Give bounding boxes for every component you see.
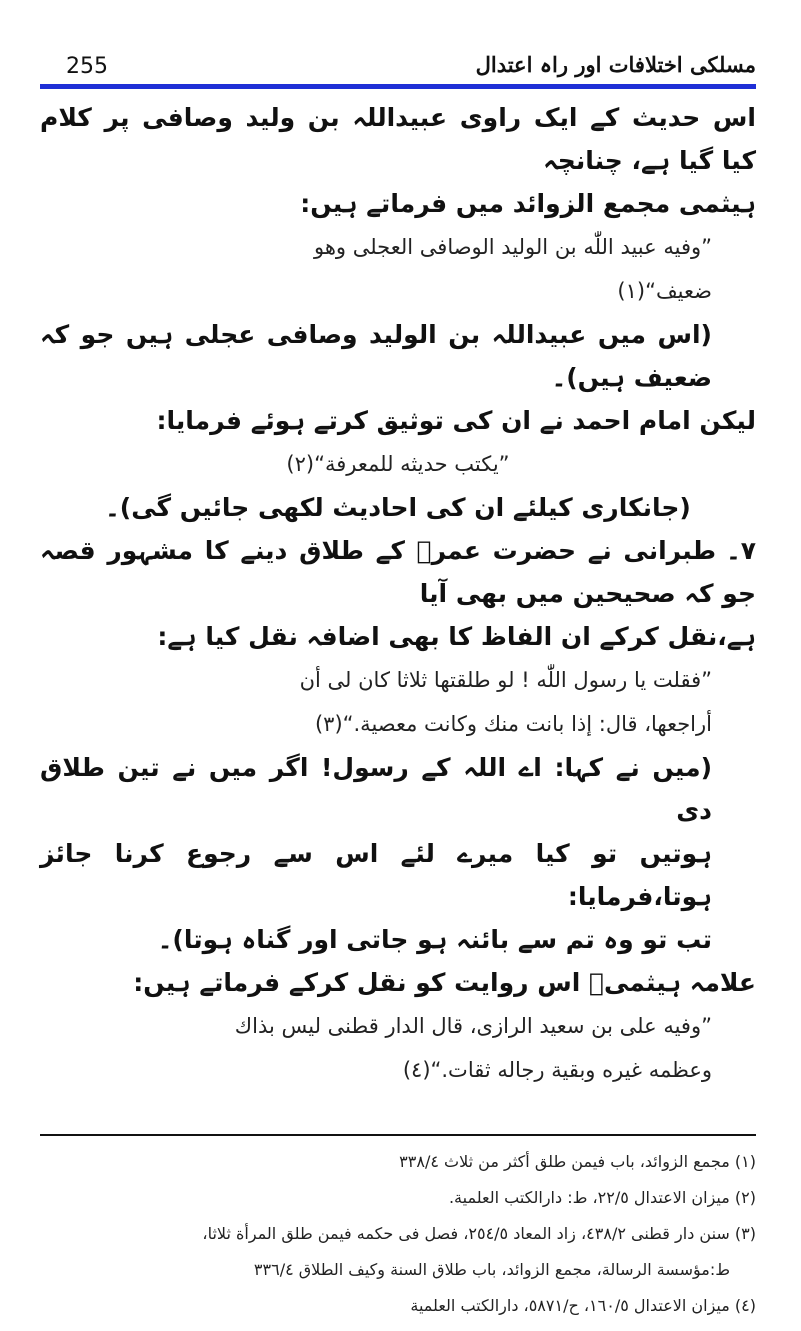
arabic-quote-1-line-2: ضعيف“(١) [617,279,712,303]
footnote-4: (٤) ميزان الاعتدال ١٦٠/٥، ح/٥٨٧١، دارالكتب العلمية [410,1296,756,1315]
arabic-quote-4-line-2: وعظمه غيره وبقية رجاله ثقات.“(٤) [402,1058,712,1082]
paragraph-1: اس حدیث کے ایک راوی عبیداللہ بن ولید وصافی پر کلام کیا گیا ہے، چنانچہ [40,103,756,175]
item-7-line-1 [40,529,756,615]
footnote-2: (٢) ميزان الاعتدال ٢٢/٥، ط: دارالكتب العلمية. [448,1188,756,1207]
footnote-3-line-1: (٣) سنن دار قطنى ٤٣٨/٢، زاد المعاد ٢٥٤/٥، فصل فى حكمه فيمن طلق المرأة ثلاثا، [202,1224,756,1243]
translation-3-line-2: ہوتیں تو کیا میرے لئے اس سے رجوع کرنا جائز ہوتا،فرمایا: [40,839,712,911]
translation-3-line-1: (میں نے کہا: اے اللہ کے رسول! اگر میں نے تین طلاق دی [40,753,712,825]
footnote-rule [40,1134,756,1136]
footnote-3-line-2: ط:مؤسسة الرسالة، مجمع الزوائد، باب طلاق السنة وكيف الطلاق ٣٣٦/٤ [253,1260,730,1279]
arabic-quote-4-line-1: ”وفيه على بن سعيد الرازى، قال الدار قطنى ليس بذاك [234,1014,712,1038]
paragraph-3: لیکن امام احمد نے ان کی توثیق کرتے ہوئے فرمایا: [156,406,756,435]
page-number: 255 [66,54,108,79]
item-7-number: ۷۔ [726,536,756,565]
arabic-quote-2: ”يكتب حديثه للمعرفة“(٢) [286,452,510,476]
header-rule [40,84,756,89]
item-7-text: طبرانی نے حضرت عمرؓ کے طلاق دینے کا مشہور قصہ جو کہ صحیحین میں بھی آیا [40,536,756,608]
paragraph-2: ہیثمی مجمع الزوائد میں فرماتے ہیں: [300,189,756,218]
footnote-1: (١) مجمع الزوائد، باب فيمن طلق أكثر من ثلاث ٣٣٨/٤ [399,1152,756,1171]
translation-1: (اس میں عبیداللہ بن الولید وصافی عجلی ہیں جو کہ ضعیف ہیں)۔ [40,320,712,392]
running-title: مسلکی اختلافات اور راہ اعتدال [475,52,756,77]
main-text [40,96,756,1092]
paragraph-4: علامہ ہیثمیؒ اس روایت کو نقل کرکے فرماتے ہیں: [133,968,756,997]
item-7-line-2: ہے،نقل کرکے ان الفاظ کا بھی اضافہ نقل کیا ہے: [157,622,756,651]
arabic-quote-3-line-1: ”فقلت يا رسول اللّٰه ! لو طلقتها ثلاثا كان لى أن [299,668,712,692]
translation-3-line-3: تب تو وہ تم سے بائنہ ہو جاتی اور گناہ ہوتا)۔ [157,925,712,954]
page-header [40,52,756,88]
arabic-quote-1-line-1: ”وفيه عبيد اللّٰه بن الوليد الوصافى العجلى وهو [313,235,712,259]
arabic-quote-3-line-2: أراجعها، قال: إذا بانت منك وكانت معصية.“(٣) [314,712,712,736]
translation-2: (جانکاری کیلئے ان کی احادیث لکھی جائیں گی)۔ [105,493,691,522]
footnotes [40,1144,756,1324]
